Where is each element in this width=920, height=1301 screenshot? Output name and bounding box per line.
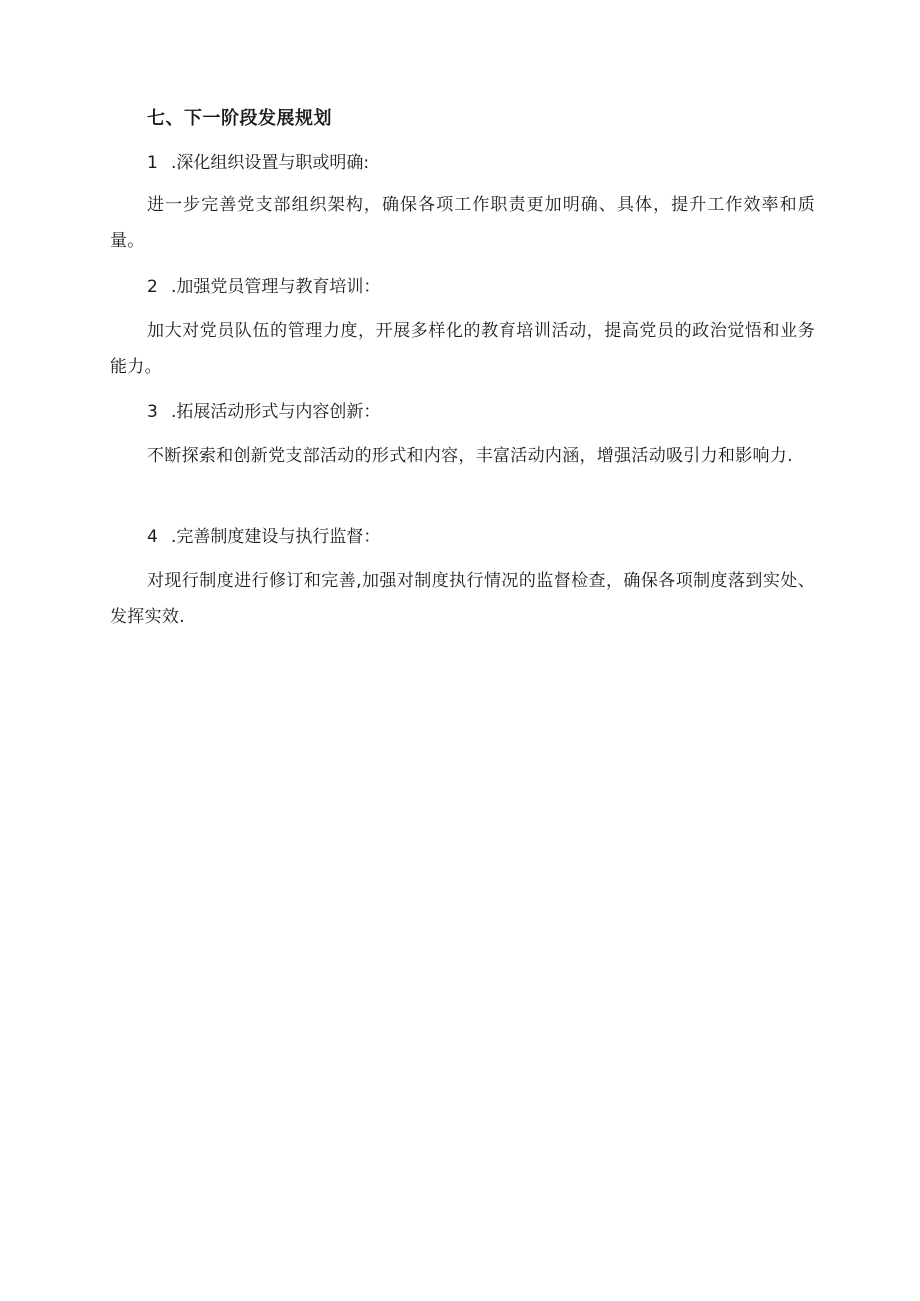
- item-title-1: [147, 148, 369, 173]
- item-body-4: 对现行制度进行修订和完善,加强对制度执行情况的监督检查，确保各项制度落到实处、发挥实效.: [110, 571, 815, 627]
- item-title-4: [147, 522, 380, 547]
- item-title-text: .完善制度建设与执行监督：: [171, 527, 381, 547]
- item-title-2: [147, 272, 380, 297]
- item-title-text: .深化组织设置与职或明确:: [171, 153, 370, 173]
- item-body-3: 不断探索和创新党支部活动的形式和内容，丰富活动内涵，增强活动吸引力和影响力.: [147, 446, 793, 466]
- item-number: 3: [147, 402, 158, 422]
- item-title-3: [147, 397, 380, 422]
- item-body-1: 进一步完善党支部组织架构，确保各项工作职责更加明确、具体，提升工作效率和质量。: [110, 195, 815, 251]
- item-number: 1: [147, 153, 158, 173]
- item-title-text: .拓展活动形式与内容创新：: [171, 402, 381, 422]
- item-body-2: 加大对党员队伍的管理力度，开展多样化的教育培训活动，提高党员的政治觉悟和业务能力。: [110, 321, 815, 377]
- item-number: 4: [147, 527, 158, 547]
- item-title-text: .加强党员管理与教育培训：: [171, 277, 381, 297]
- section-heading: 七、下一阶段发展规划: [147, 108, 332, 129]
- item-number: 2: [147, 277, 158, 297]
